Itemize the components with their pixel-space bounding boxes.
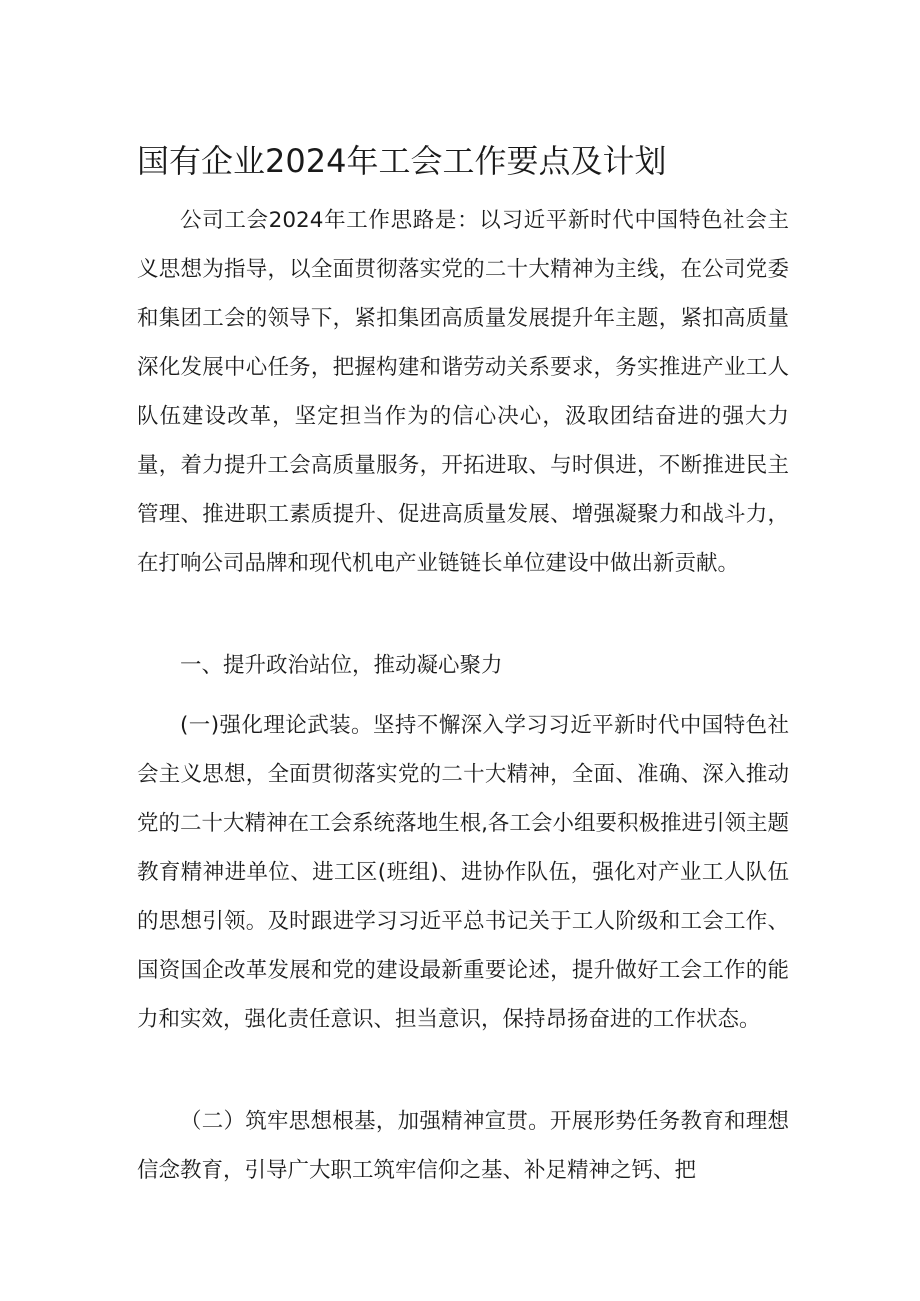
intro-paragraph: 公司工会2024年工作思路是：以习近平新时代中国特色社会主义思想为指导，以全面贯彻落实党的二十大精神为主线，在公司党委和集团工会的领导下，紧扣集团高质量发展提升年主题，紧扣高质量深化发展中心任务，把握构建和谐劳动关系要求，务实推进产业工人队伍建设改革，坚定担当作为的信心决心，汲取团结奋进的强大力量，着力提升工会高质量服务，开拓进取、与时俱进，不断推进民主管理、推进职工素质提升、促进高质量发展、增强凝聚力和战斗力，在打响公司品牌和现代机电产业链链长单位建设中做出新贡献。 (137, 208, 789, 576)
document-title: 国有企业2024年工会工作要点及计划 (137, 142, 667, 180)
section-1-item-1: (一)强化理论武装。坚持不懈深入学习习近平新时代中国特色社会主义思想，全面贯彻落实党的二十大精神，全面、准确、深入推动党的二十大精神在工会系统落地生根,各工会小组要积极推进引领主题教育精神进单位、进工区(班组)、进协作队伍，强化对产业工人队伍的思想引领。及时跟进学习习近平总书记关于工人阶级和工会工作、国资国企改革发展和党的建设最新重要论述，提升做好工会工作的能力和实效，强化责任意识、担当意识，保持昂扬奋进的工作状态。 (137, 713, 789, 1032)
section-1-item-2: （二）筑牢思想根基，加强精神宣贯。开展形势任务教育和理想信念教育，引导广大职工筑牢信仰之基、补足精神之钙、把 (137, 1109, 789, 1183)
section-heading-1: 一、提升政治站位，推动凝心聚力 (180, 653, 503, 678)
